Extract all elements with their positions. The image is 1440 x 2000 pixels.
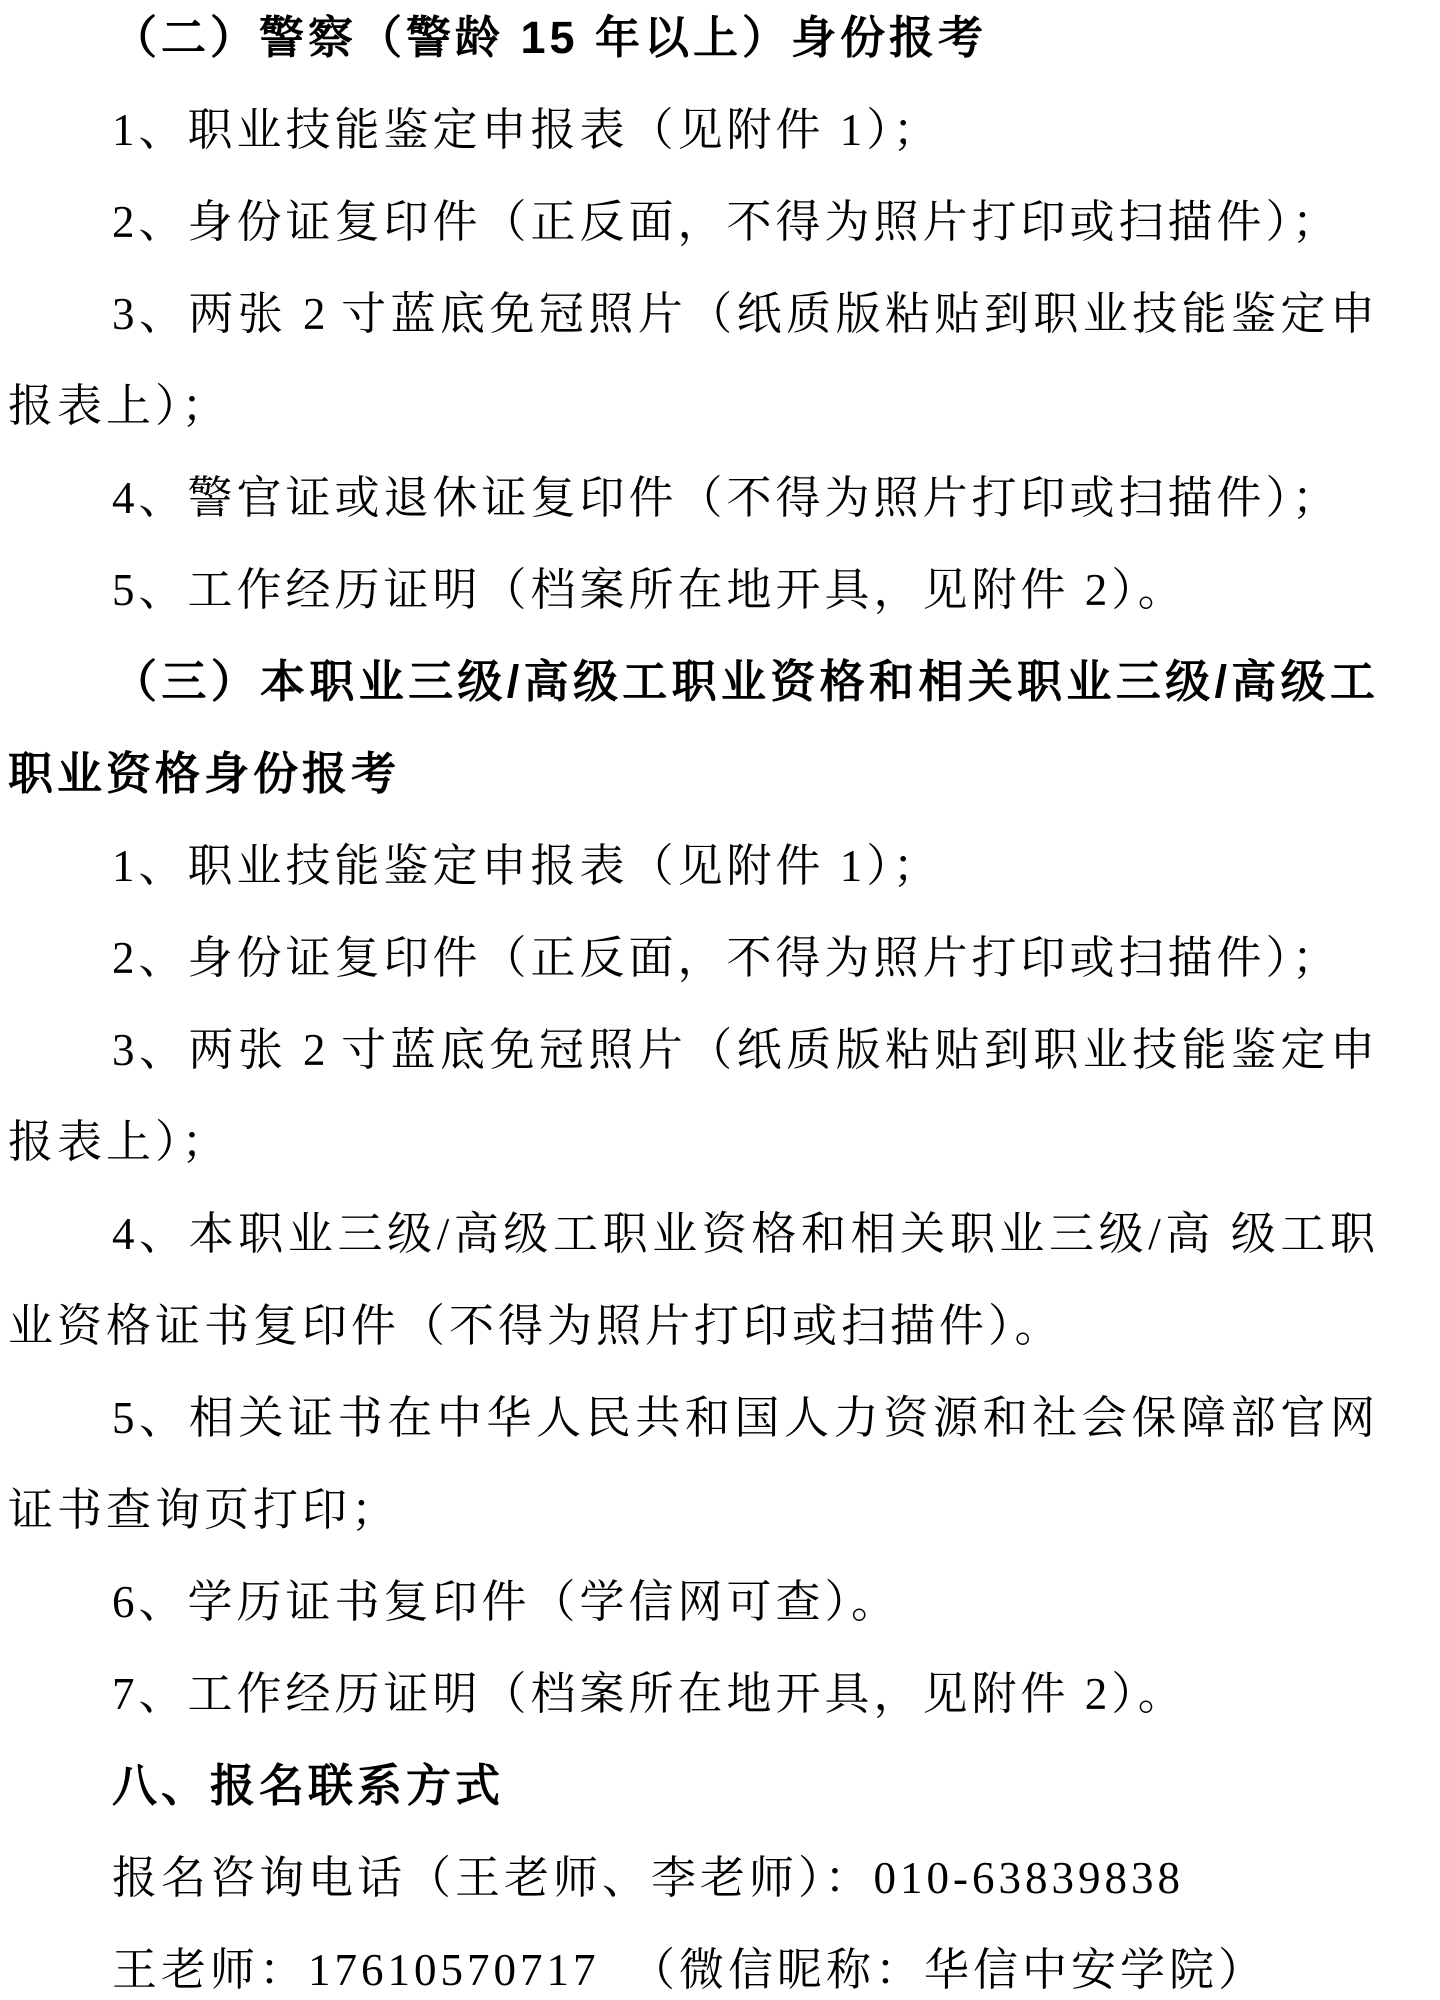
list-item-1: 1、职业技能鉴定申报表（见附件 1）； bbox=[112, 105, 942, 155]
section-heading-3: （三）本职业三级/高级工职业资格和相关职业三级/高级工 bbox=[112, 656, 1375, 707]
list-item-4: 4、本职业三级/高级工职业资格和相关职业三级/高 级工职 bbox=[112, 1209, 1375, 1259]
section-heading-3-continuation: 职业资格身份报考 bbox=[8, 748, 401, 799]
list-item-2: 2、身份证复印件（正反面，不得为照片打印或扫描件）； bbox=[112, 197, 1342, 247]
list-item-3-continuation: 报表上）； bbox=[8, 381, 231, 431]
list-item-4: 4、警官证或退休证复印件（不得为照片打印或扫描件）； bbox=[112, 473, 1342, 523]
list-item-5-continuation: 证书查询页打印； bbox=[8, 1485, 401, 1535]
contact-teacher-wang-line: 王老师：17610570717 （微信昵称：华信中安学院） bbox=[112, 1945, 1268, 1995]
list-item-5: 5、工作经历证明（档案所在地开具，见附件 2）。 bbox=[112, 565, 1187, 615]
list-item-2: 2、身份证复印件（正反面，不得为照片打印或扫描件）； bbox=[112, 933, 1342, 983]
list-item-4-continuation: 业资格证书复印件（不得为照片打印或扫描件）。 bbox=[8, 1301, 1064, 1351]
section-heading-8: 八、报名联系方式 bbox=[112, 1760, 505, 1811]
list-item-5: 5、相关证书在中华人民共和国人力资源和社会保障部官网 bbox=[112, 1393, 1375, 1443]
list-item-3-continuation: 报表上）； bbox=[8, 1117, 231, 1167]
list-item-1: 1、职业技能鉴定申报表（见附件 1）； bbox=[112, 841, 942, 891]
list-item-6: 6、学历证书复印件（学信网可查）。 bbox=[112, 1577, 901, 1627]
list-item-3: 3、两张 2 寸蓝底免冠照片（纸质版粘贴到职业技能鉴定申 bbox=[112, 289, 1375, 339]
section-heading-2: （二）警察（警龄 15 年以上）身份报考 bbox=[112, 12, 988, 63]
contact-phone-line: 报名咨询电话（王老师、李老师）：010-63839838 bbox=[112, 1853, 1184, 1903]
list-item-3: 3、两张 2 寸蓝底免冠照片（纸质版粘贴到职业技能鉴定申 bbox=[112, 1025, 1375, 1075]
list-item-7: 7、工作经历证明（档案所在地开具，见附件 2）。 bbox=[112, 1669, 1187, 1719]
